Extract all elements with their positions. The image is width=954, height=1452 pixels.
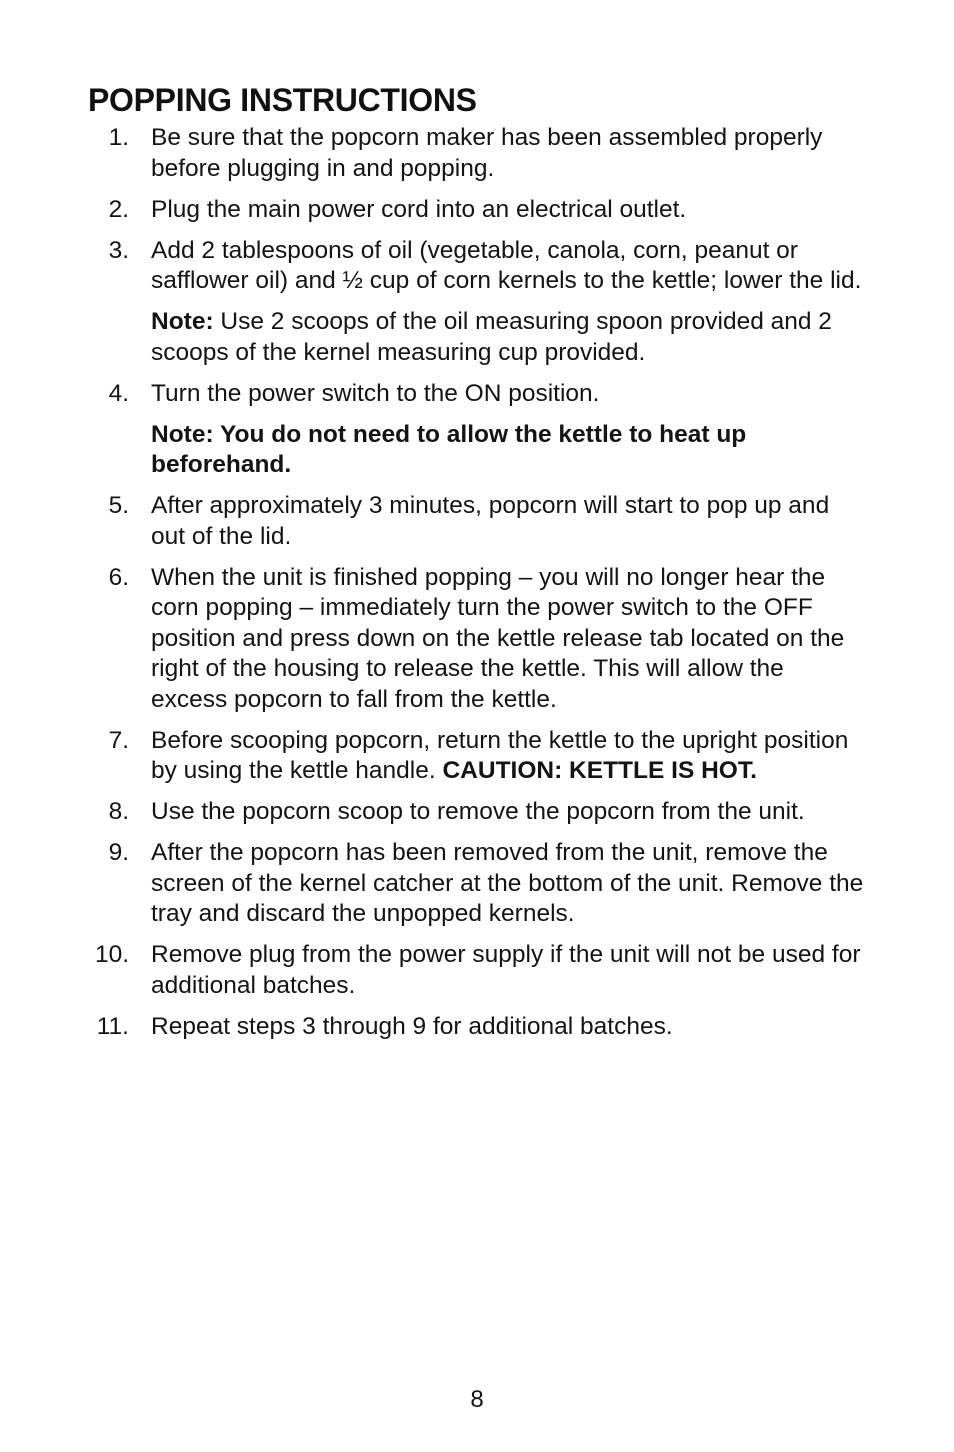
step-text: Use the popcorn scoop to remove the popcorn from the unit. — [151, 798, 805, 825]
step-number: 2. — [108, 195, 129, 223]
step-number: 10. — [94, 941, 129, 968]
step-text: Repeat steps 3 through 9 for additional batches. — [151, 1012, 673, 1040]
step-number: 3. — [108, 236, 129, 264]
step-10 — [0, 940, 954, 1001]
step-text: Add 2 tablespoons of oil (vegetable, canola, corn, peanut or safflower oil) and ½ cup of corn kernels to the kettle; lower the lid. — [151, 236, 862, 294]
page-title: POPPING INSTRUCTIONS — [88, 82, 477, 118]
step-5 — [0, 491, 954, 552]
step-text: Be sure that the popcorn maker has been assembled properly before plugging in and popping. — [151, 124, 823, 182]
step-text: Plug the main power cord into an electrical outlet. — [151, 195, 687, 223]
step-number: 7. — [108, 726, 129, 754]
step-number: 9. — [108, 839, 129, 866]
step-1 — [0, 123, 954, 184]
caution-text: CAUTION: KETTLE IS HOT. — [442, 757, 757, 784]
step-4 — [0, 379, 954, 481]
step-11 — [0, 1012, 954, 1043]
step-note — [151, 307, 866, 368]
step-7 — [0, 726, 954, 787]
step-9 — [0, 838, 954, 930]
step-number: 1. — [108, 124, 129, 151]
step-text: After the popcorn has been removed from the unit, remove the screen of the kernel catcher at the bottom of the unit. Remove the tray and discard the unpopped kernels. — [151, 839, 864, 927]
note-text: Use 2 scoops of the oil measuring spoon provided and 2 scoops of the kernel measuring cup provided. — [151, 308, 832, 366]
step-6 — [0, 563, 954, 716]
page-number: 8 — [470, 1386, 484, 1413]
note-label: Note: — [151, 308, 214, 335]
step-2 — [0, 195, 954, 226]
step-number: 6. — [108, 563, 129, 591]
step-text: After approximately 3 minutes, popcorn will start to pop up and out of the lid. — [151, 492, 830, 550]
step-8 — [0, 797, 954, 828]
step-text: When the unit is finished popping – you will no longer hear the corn popping – immediately turn the power switch to the OFF position and press down on the kettle release tab located on the right of the housing to release the kettle. This will allow the excess popcorn to fall from the kettle. — [151, 563, 845, 713]
step-text: Remove plug from the power supply if the unit will not be used for additional batches. — [151, 941, 861, 999]
step-number: 8. — [108, 798, 129, 825]
step-text — [151, 726, 866, 787]
step-number: 4. — [108, 379, 129, 407]
step-3 — [0, 236, 954, 369]
step-bold-note: Note: You do not need to allow the kettle to heat up beforehand. — [151, 420, 747, 478]
step-text: Turn the power switch to the ON position. — [151, 379, 600, 407]
step-number: 5. — [108, 492, 129, 519]
popping-steps-list — [0, 123, 954, 1053]
step-number: 11. — [96, 1012, 129, 1040]
step-text-body: Before scooping popcorn, return the kettle to the upright position by using the kettle handle. — [151, 726, 849, 784]
